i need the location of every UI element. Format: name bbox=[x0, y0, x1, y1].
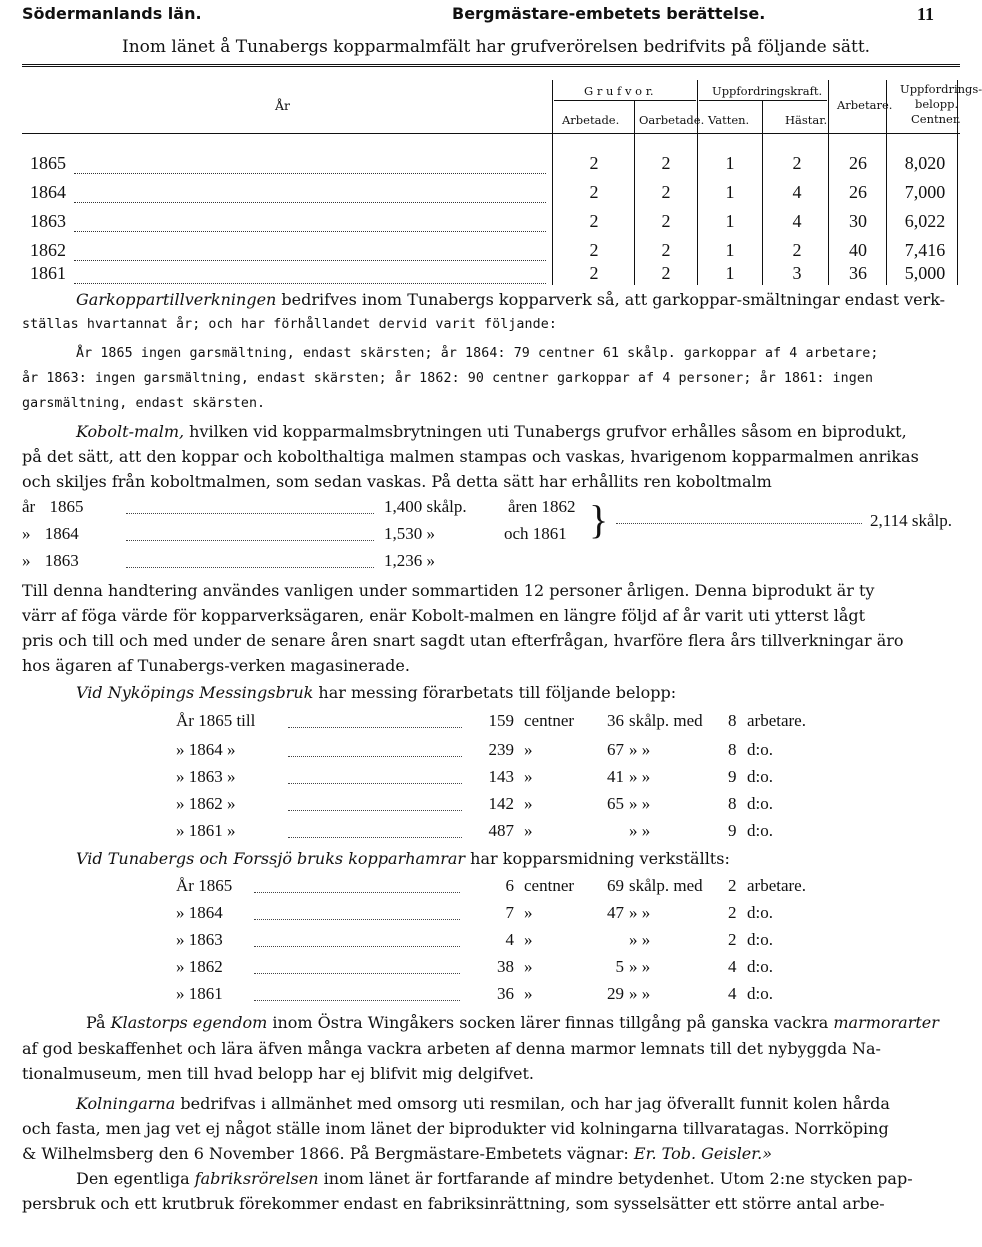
cell-centner: 6 bbox=[505, 876, 514, 895]
dot-leader bbox=[288, 783, 462, 784]
text-line: ställas hvartannat år; och har förhållandet dervid varit följande: bbox=[22, 317, 557, 332]
text-line: inom Östra Wingåkers socken lärer finnas tillgång på ganska vackra bbox=[267, 1013, 834, 1032]
cell-vatten: 1 bbox=[725, 153, 735, 173]
cell-med: » » bbox=[629, 740, 651, 759]
italic-term: Vid Nyköpings Messingsbruk bbox=[76, 683, 314, 702]
kobolt-amount: 1,530 » bbox=[384, 524, 435, 543]
cell-belopp: 8,020 bbox=[904, 153, 946, 173]
cell-hastar: 3 bbox=[792, 263, 802, 283]
cell-role: d:o. bbox=[747, 903, 773, 922]
cell-skalp: 69 bbox=[607, 876, 624, 895]
dot-leader bbox=[288, 810, 462, 811]
table-header-belopp-2: belopp. bbox=[915, 97, 959, 111]
text-line: tionalmuseum, men till hvad belopp har ej blifvit mig delgifvet. bbox=[22, 1064, 534, 1083]
cell-count: 8 bbox=[728, 711, 737, 730]
text-line: af god beskaffenhet och lära äfven många vackra arbeten af denna marmor lemnats till det nybyggda Na- bbox=[22, 1039, 881, 1058]
cell-vatten: 1 bbox=[725, 211, 735, 231]
row-year: 1863 bbox=[30, 211, 66, 231]
table-header-belopp-3: Centner. bbox=[911, 112, 961, 126]
brace-icon: } bbox=[589, 497, 609, 542]
row-year: 1864 bbox=[44, 524, 79, 543]
dot-leader bbox=[74, 231, 546, 232]
text-line: Den egentliga bbox=[76, 1169, 195, 1188]
text-line: & Wilhelmsberg den 6 November 1866. På Bergmästare-Embetets vägnar: bbox=[22, 1144, 634, 1163]
row-label: År 1865 bbox=[176, 876, 233, 895]
text-line: bedrifves inom Tunabergs kopparverk så, att garkoppar-smältningar endast verk- bbox=[276, 290, 946, 309]
dot-leader bbox=[126, 567, 374, 568]
table-top-rule bbox=[22, 64, 960, 67]
cell-count: 2 bbox=[728, 930, 737, 949]
dot-leader bbox=[254, 946, 460, 947]
row-label: » 1863 » bbox=[176, 767, 236, 786]
dot-leader bbox=[74, 260, 546, 261]
cell-hastar: 2 bbox=[792, 153, 802, 173]
cell-unit: » bbox=[524, 957, 533, 976]
cell-belopp: 7,000 bbox=[904, 182, 946, 202]
cell-hastar: 2 bbox=[792, 240, 802, 260]
cell-count: 2 bbox=[728, 876, 737, 895]
row-prefix: » bbox=[22, 524, 31, 543]
cell-oarbetade: 2 bbox=[661, 240, 671, 260]
kobolt-amount: 1,400 skålp. bbox=[384, 497, 467, 516]
text-line: År 1865 ingen garsmältning, endast skärsten; år 1864: 79 centner 61 skålp. garkoppar af 4 arbetare; bbox=[76, 346, 879, 361]
cell-med: » » bbox=[629, 903, 651, 922]
dot-leader bbox=[254, 973, 460, 974]
dot-leader bbox=[74, 283, 546, 284]
row-prefix: » bbox=[22, 551, 31, 570]
cell-centner: 36 bbox=[497, 984, 514, 1003]
kobolt-row bbox=[22, 551, 79, 571]
cell-arbetare: 26 bbox=[849, 153, 867, 173]
dot-leader bbox=[616, 523, 862, 524]
header-center: Bergmästare-embetets berättelse. bbox=[452, 4, 766, 23]
signature-line bbox=[22, 1143, 952, 1165]
paragraph-kobolt bbox=[76, 421, 952, 443]
text-line: och fasta, men jag vet ej något ställe inom länet der biprodukter vid kolningarna tillvaratagas. Norrköping bbox=[22, 1119, 889, 1138]
cell-unit: » bbox=[524, 903, 533, 922]
cell-oarbetade: 2 bbox=[661, 263, 671, 283]
row-year: 1865 bbox=[49, 497, 84, 516]
dot-leader bbox=[288, 727, 462, 728]
cell-unit: » bbox=[524, 930, 533, 949]
cell-skalp: 67 bbox=[607, 740, 624, 759]
text-line: hvilken vid kopparmalmsbrytningen uti Tunabergs grufvor erhålles såsom en biprodukt, bbox=[184, 422, 907, 441]
koppar-heading bbox=[76, 848, 952, 870]
cell-role: d:o. bbox=[747, 740, 773, 759]
dot-leader bbox=[254, 1000, 460, 1001]
cell-arbetare: 40 bbox=[849, 240, 867, 260]
table-header-year: År bbox=[275, 98, 291, 113]
running-header bbox=[22, 4, 948, 30]
cell-skalp: 65 bbox=[607, 794, 624, 813]
cell-arbetare: 30 bbox=[849, 211, 867, 231]
cell-vatten: 1 bbox=[725, 240, 735, 260]
cell-unit: » bbox=[524, 794, 533, 813]
cell-med: » » bbox=[629, 930, 651, 949]
text-line: på det sätt, att den koppar och kobolthaltiga malmen stampas och vaskas, hvarigenom kopparmalmen anrikas bbox=[22, 447, 919, 466]
cell-unit: » bbox=[524, 740, 533, 759]
paragraph-fabrik bbox=[76, 1168, 952, 1190]
row-label: » 1863 bbox=[176, 930, 223, 949]
cell-role: d:o. bbox=[747, 821, 773, 840]
text-line: har kopparsmidning verkställts: bbox=[465, 849, 730, 868]
cell-med: » » bbox=[629, 984, 651, 1003]
cell-med: » » bbox=[629, 821, 651, 840]
text-line: persbruk och ett krutbruk förekommer endast en fabriksinrättning, som sysselsätter ett större antal arbe- bbox=[22, 1194, 885, 1213]
cell-med: skålp. med bbox=[629, 711, 703, 730]
text-line: år 1863: ingen garsmältning, endast skärsten; år 1862: 90 centner garkoppar af 4 personer; år 1861: ingen bbox=[22, 371, 874, 386]
cell-centner: 4 bbox=[505, 930, 514, 949]
dot-leader bbox=[126, 513, 374, 514]
cell-count: 8 bbox=[728, 740, 737, 759]
italic-term: fabriksrörelsen bbox=[194, 1169, 319, 1188]
cell-role: d:o. bbox=[747, 957, 773, 976]
cell-arbetade: 2 bbox=[589, 182, 599, 202]
paragraph-garkoppar bbox=[76, 289, 952, 311]
row-label: » 1864 » bbox=[176, 740, 236, 759]
cell-role: d:o. bbox=[747, 930, 773, 949]
italic-term: Garkoppartillverkningen bbox=[76, 290, 277, 309]
table-hline bbox=[699, 100, 827, 101]
cell-count: 4 bbox=[728, 984, 737, 1003]
table-header-rule bbox=[22, 133, 960, 134]
cell-role: arbetare. bbox=[747, 711, 806, 730]
cell-arbetade: 2 bbox=[589, 240, 599, 260]
cell-centner: 7 bbox=[505, 903, 514, 922]
table-header-gruvor: G r u f v o r. bbox=[584, 84, 654, 98]
cell-centner: 159 bbox=[488, 711, 514, 730]
text-line: garsmältning, endast skärsten. bbox=[22, 396, 266, 411]
cell-med: » » bbox=[629, 957, 651, 976]
table-header-vatten: Vatten. bbox=[708, 113, 750, 127]
row-year: 1863 bbox=[44, 551, 79, 570]
cell-skalp: 5 bbox=[615, 957, 624, 976]
row-year: 1864 bbox=[30, 182, 66, 202]
kobolt-row bbox=[22, 524, 79, 544]
cell-count: 8 bbox=[728, 794, 737, 813]
italic-term: Kolningarna bbox=[76, 1094, 176, 1113]
row-label: » 1864 bbox=[176, 903, 223, 922]
dot-leader bbox=[126, 540, 374, 541]
document-page bbox=[22, 0, 982, 1247]
cell-arbetade: 2 bbox=[589, 153, 599, 173]
cell-count: 2 bbox=[728, 903, 737, 922]
table-header-uppfordring: Uppfordringskraft. bbox=[712, 84, 823, 98]
text-line: Till denna handtering användes vanligen under sommartiden 12 personer årligen. Denna biprodukt är ty bbox=[22, 581, 875, 600]
text-line: bedrifvas i allmänhet med omsorg uti resmilan, och har jag öfverallt funnit kolen hårda bbox=[175, 1094, 890, 1113]
row-label: År 1865 till bbox=[176, 711, 256, 730]
cell-unit: centner bbox=[524, 876, 575, 895]
cell-arbetade: 2 bbox=[589, 263, 599, 283]
cell-oarbetade: 2 bbox=[661, 182, 671, 202]
cell-oarbetade: 2 bbox=[661, 153, 671, 173]
paragraph-kolning bbox=[76, 1093, 952, 1115]
messing-heading bbox=[76, 682, 952, 704]
intro-line: Inom länet å Tunabergs kopparmalmfält har grufverörelsen bedrifvits på följande sätt. bbox=[122, 37, 871, 57]
paragraph-marmor bbox=[86, 1012, 952, 1034]
cell-vatten: 1 bbox=[725, 182, 735, 202]
row-year: 1865 bbox=[30, 153, 66, 173]
row-label: » 1861 bbox=[176, 984, 223, 1003]
cell-centner: 143 bbox=[488, 767, 514, 786]
dot-leader bbox=[254, 892, 460, 893]
text-line: och skiljes från koboltmalmen, som sedan vaskas. På detta sätt har erhållits ren koboltmalm bbox=[22, 472, 772, 491]
cell-med: » » bbox=[629, 794, 651, 813]
row-label: » 1862 » bbox=[176, 794, 236, 813]
cell-arbetare: 36 bbox=[849, 263, 867, 283]
text-line: inom länet är fortfarande af mindre betydenhet. Utom 2:ne stycken pap- bbox=[318, 1169, 913, 1188]
cell-skalp: 41 bbox=[607, 767, 624, 786]
cell-oarbetade: 2 bbox=[661, 211, 671, 231]
cell-centner: 239 bbox=[488, 740, 514, 759]
cell-unit: » bbox=[524, 821, 533, 840]
cell-unit: » bbox=[524, 767, 533, 786]
text-line: På bbox=[86, 1013, 111, 1032]
text-line: värr af föga värde för kopparverksägaren, enär Kobolt-malmen en längre följd af år varit uti ytterst lågt bbox=[22, 606, 866, 625]
signature: Er. Tob. Geisler.» bbox=[633, 1144, 773, 1163]
page-number: 11 bbox=[916, 4, 934, 24]
cell-hastar: 4 bbox=[792, 182, 802, 202]
cell-unit: centner bbox=[524, 711, 575, 730]
kobolt-och: och 1861 bbox=[504, 524, 567, 543]
cell-role: d:o. bbox=[747, 767, 773, 786]
italic-term: Kobolt-malm, bbox=[76, 422, 185, 441]
cell-belopp: 7,416 bbox=[904, 240, 946, 260]
dot-leader bbox=[288, 837, 462, 838]
cell-centner: 142 bbox=[488, 794, 514, 813]
cell-hastar: 4 bbox=[792, 211, 802, 231]
cell-skalp: 29 bbox=[607, 984, 624, 1003]
cell-belopp: 5,000 bbox=[904, 263, 946, 283]
cell-role: arbetare. bbox=[747, 876, 806, 895]
dot-leader bbox=[288, 756, 462, 757]
kobolt-row bbox=[22, 497, 83, 517]
header-left: Södermanlands län. bbox=[22, 4, 202, 23]
cell-unit: » bbox=[524, 984, 533, 1003]
text-line: pris och till och med under de senare åren snart sagdt utan efterfrågan, hvarföre flera års tillverkningar äro bbox=[22, 631, 904, 650]
cell-vatten: 1 bbox=[725, 263, 735, 283]
kobolt-amount: 1,236 » bbox=[384, 551, 435, 570]
row-year: 1862 bbox=[30, 240, 66, 260]
cell-centner: 487 bbox=[488, 821, 514, 840]
table-hline bbox=[554, 100, 696, 101]
cell-count: 4 bbox=[728, 957, 737, 976]
cell-skalp: 36 bbox=[607, 711, 624, 730]
cell-med: » » bbox=[629, 767, 651, 786]
cell-belopp: 6,022 bbox=[904, 211, 946, 231]
kobolt-aren: åren 1862 bbox=[508, 497, 576, 516]
dot-leader bbox=[74, 202, 546, 203]
cell-role: d:o. bbox=[747, 984, 773, 1003]
table-header-arbetare: Arbetare. bbox=[837, 98, 893, 112]
italic-term: Klastorps egendom bbox=[110, 1013, 268, 1032]
cell-count: 9 bbox=[728, 821, 737, 840]
cell-arbetade: 2 bbox=[589, 211, 599, 231]
row-label: » 1861 » bbox=[176, 821, 236, 840]
table-header-arbetade: Arbetade. bbox=[562, 113, 620, 127]
cell-role: d:o. bbox=[747, 794, 773, 813]
cell-skalp: 47 bbox=[607, 903, 624, 922]
row-prefix: år bbox=[22, 497, 36, 516]
kobolt-total: 2,114 skålp. bbox=[870, 511, 953, 530]
text-line: har messing förarbetats till följande belopp: bbox=[313, 683, 677, 702]
cell-centner: 38 bbox=[497, 957, 514, 976]
row-year: 1861 bbox=[30, 263, 66, 283]
row-label: » 1862 bbox=[176, 957, 223, 976]
table-header-oarbetade: Oarbetade. bbox=[639, 113, 705, 127]
cell-count: 9 bbox=[728, 767, 737, 786]
cell-arbetare: 26 bbox=[849, 182, 867, 202]
italic-term: Vid Tunabergs och Forssjö bruks kopparhamrar bbox=[76, 849, 466, 868]
table-header-hastar: Hästar. bbox=[785, 113, 828, 127]
text-line: hos ägaren af Tunabergs-verken magasinerade. bbox=[22, 656, 410, 675]
italic-term: marmorarter bbox=[833, 1013, 939, 1032]
table-header-belopp-1: Uppfordrings- bbox=[900, 82, 982, 96]
cell-med: skålp. med bbox=[629, 876, 703, 895]
dot-leader bbox=[254, 919, 460, 920]
dot-leader bbox=[74, 173, 546, 174]
